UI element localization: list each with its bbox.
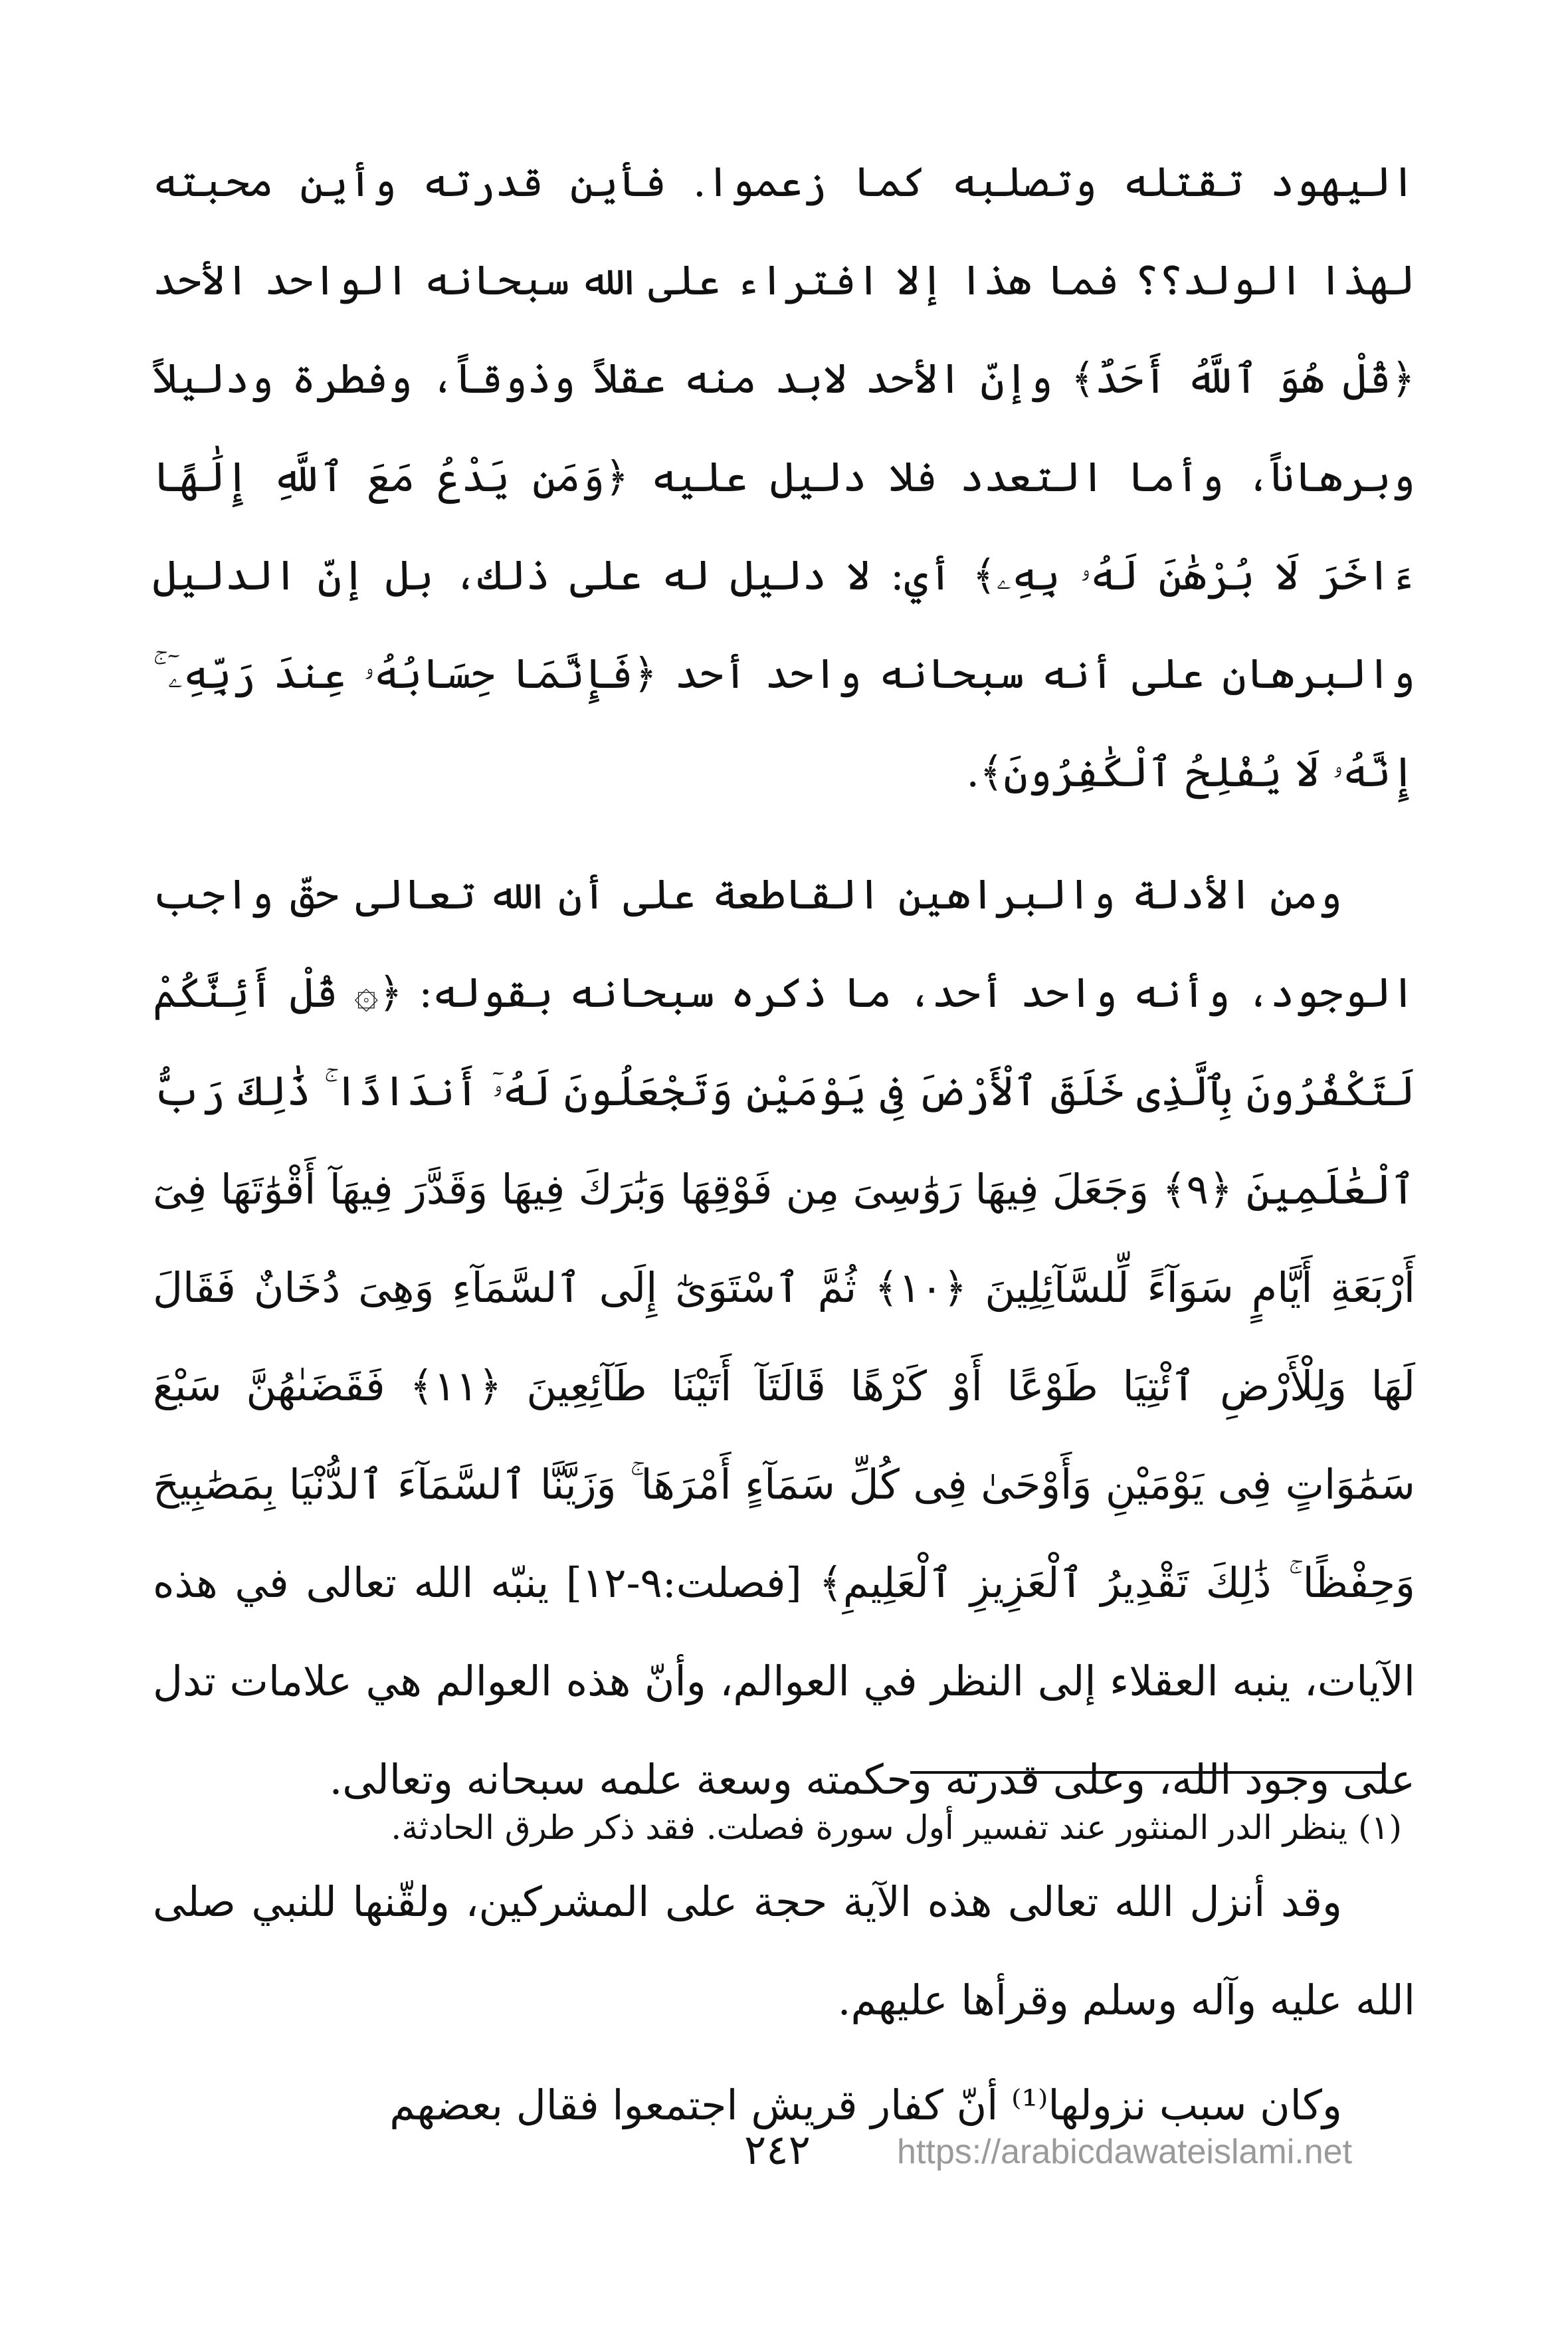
page-footer bbox=[0, 2113, 1568, 2193]
paragraph-2: ومن الأدلة والبراهين القاطعة على أن الله تعالى حقّ واجب الوجود، وأنه واحد أحد، ما ذكره سبحانه بقوله: ﴿۞ قُلْ أَئِنَّكُمْ لَتَكْفُرُونَ بِٱلَّذِى خَلَقَ ٱلْأَرْضَ فِى يَوْمَيْنِ وَتَجْعَلُونَ لَهُۥٓ أَندَادًا ۚ ذَٰلِكَ رَبُّ ٱلْعَٰلَمِينَ ﴿٩﴾ وَجَعَلَ فِيهَا رَوَٰسِىَ مِن فَوْقِهَا وَبَٰرَكَ فِيهَا وَقَدَّرَ فِيهَآ أَقْوَٰتَهَا فِىٓ أَرْبَعَةِ أَيَّامٍ سَوَآءً لِّلسَّآئِلِينَ ﴿١٠﴾ ثُمَّ ٱسْتَوَىٰٓ إِلَى ٱلسَّمَآءِ وَهِىَ دُخَانٌ فَقَالَ لَهَا وَلِلْأَرْضِ ٱئْتِيَا طَوْعًا أَوْ كَرْهًا قَالَتَآ أَتَيْنَا طَآئِعِينَ ﴿١١﴾ فَقَضَىٰهُنَّ سَبْعَ سَمَٰوَاتٍ فِى يَوْمَيْنِ وَأَوْحَىٰ فِى كُلِّ سَمَآءٍ أَمْرَهَا ۚ وَزَيَّنَّا ٱلسَّمَآءَ ٱلدُّنْيَا بِمَصَٰبِيحَ وَحِفْظًا ۚ ذَٰلِكَ تَقْدِيرُ ٱلْعَزِيزِ ٱلْعَلِيمِ﴾ [فصلت:٩-١٢] ينبّه الله تعالى في هذه الآيات، ينبه العقلاء إلى النظر في العوالم، وأنّ هذه العوالم هي علامات تدل على وجود الله، وعلى قدرته وحكمته وسعة علمه سبحانه وتعالى. bbox=[153, 870, 1415, 1804]
main-text bbox=[153, 133, 1415, 2179]
footnote: (١) ينظر الدر المنثور عند تفسير أول سورة فصلت. فقد ذكر طرق الحادثة. bbox=[391, 1808, 1402, 1847]
footnote-divider bbox=[910, 1771, 1382, 1774]
page-number: ٢٤٢ bbox=[744, 2125, 811, 2174]
paragraph-1: اليهود تقتله وتصلبه كما زعموا. فأين قدرته وأين محبته لهذا الولد؟؟ فما هذا إلا افتراء على الله سبحانه الواحد الأحد ﴿قُلْ هُوَ ٱللَّهُ أَحَدٌ﴾ وإنّ الأحد لابد منه عقلاً وذوقاً، وفطرة ودليلاً وبرهاناً، وأما التعدد فلا دليل عليه ﴿وَمَن يَدْعُ مَعَ ٱللَّهِ إِلَٰهًا ءَاخَرَ لَا بُرْهَٰنَ لَهُۥ بِهِۦ﴾ أي: لا دليل له على ذلك، بل إنّ الدليل والبرهان على أنه سبحانه واحد أحد ﴿فَإِنَّمَا حِسَابُهُۥ عِندَ رَبِّهِۦٓ ۚ إِنَّهُۥ لَا يُفْلِحُ ٱلْكَٰفِرُونَ﴾. bbox=[153, 158, 1415, 796]
paragraph-4: وكان سبب نزولها⁽¹⁾ أنّ كفار قريش اجتمعوا فقال بعضهم bbox=[389, 2081, 1342, 2129]
watermark-url: https://arabicdawateislami.net bbox=[897, 2133, 1353, 2171]
paragraph-3: وقد أنزل الله تعالى هذه الآية حجة على المشركين، ولقّنها للنبي صلى الله عليه وآله وسلم وقرأها عليهم. bbox=[153, 1877, 1415, 2024]
